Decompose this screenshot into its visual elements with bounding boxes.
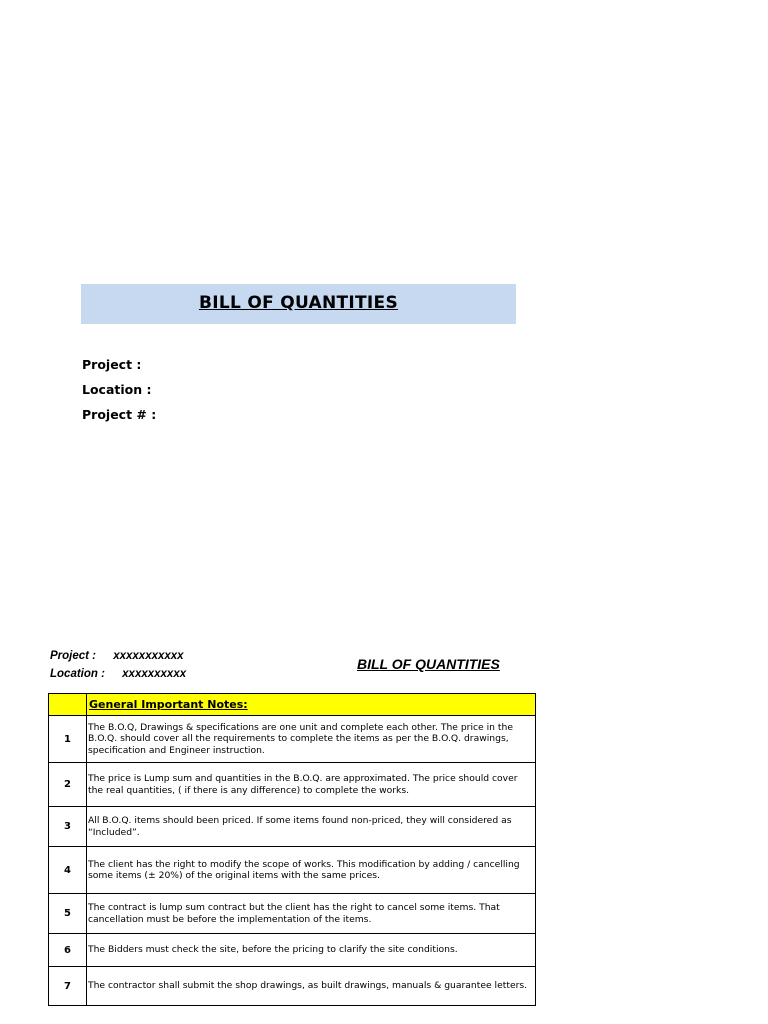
table-row [49, 967, 536, 1006]
cover-title-band [81, 284, 516, 324]
table-row [49, 847, 536, 894]
note-number: 6 [49, 934, 87, 967]
notes-header-blank [49, 694, 87, 716]
note-text: The B.O.Q, Drawings & specifications are one unit and complete each other. The price in the B.O.Q. should cover all the requirements to complete the items as per the B.O.Q. drawings, specification and Engineer instruction. [87, 716, 536, 763]
note-number: 7 [49, 967, 87, 1006]
note-number: 4 [49, 847, 87, 894]
note-text: The price is Lump sum and quantities in the B.O.Q. are approximated. The price should cover the real quantities, ( if there is any difference) to complete the works. [87, 763, 536, 807]
cover-project-label: Project : [82, 357, 142, 372]
notes-header-row [49, 694, 536, 716]
table-row [49, 807, 536, 847]
table-row [49, 763, 536, 807]
sheet-project-value: xxxxxxxxxxx [113, 650, 184, 662]
sheet-location-label: Location : [50, 668, 105, 680]
note-number: 1 [49, 716, 87, 763]
sheet-location-line [50, 668, 186, 680]
sheet-location-value: xxxxxxxxxx [122, 668, 187, 680]
cover-location-label: Location : [82, 382, 152, 397]
note-text: All B.O.Q. items should been priced. If some items found non-priced, they will considered as “Included”. [87, 807, 536, 847]
note-text: The contractor shall submit the shop drawings, as built drawings, manuals & guarantee letters. [87, 967, 536, 1006]
notes-table [48, 693, 536, 1006]
note-number: 3 [49, 807, 87, 847]
note-number: 2 [49, 763, 87, 807]
cover-project-number-label: Project # : [82, 407, 157, 422]
sheet-project-label: Project : [50, 650, 97, 662]
note-text: The Bidders must check the site, before the pricing to clarify the site conditions. [87, 934, 536, 967]
sheet-project-line [50, 650, 184, 662]
sheet-title: BILL OF QUANTITIES [357, 656, 500, 672]
note-text: The contract is lump sum contract but the client has the right to cancel some items. That cancellation must be before the implementation of the items. [87, 894, 536, 934]
table-row [49, 934, 536, 967]
notes-heading: General Important Notes: [87, 694, 536, 716]
table-row [49, 894, 536, 934]
table-row [49, 716, 536, 763]
cover-title: BILL OF QUANTITIES [198, 293, 399, 313]
note-text: The client has the right to modify the scope of works. This modification by adding / cancelling some items (± 20%) of the original items with the same prices. [87, 847, 536, 894]
note-number: 5 [49, 894, 87, 934]
